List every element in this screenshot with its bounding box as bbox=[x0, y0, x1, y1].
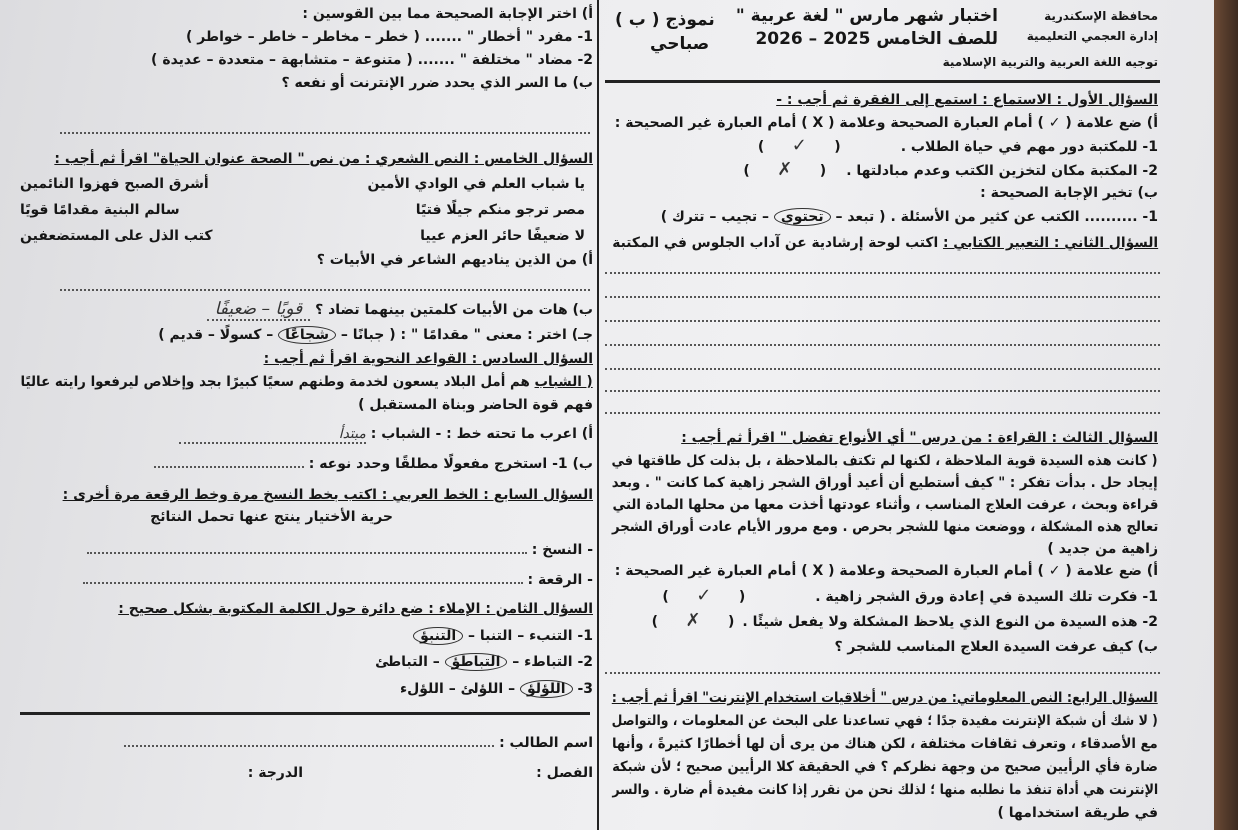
verse-second-half: سالم البنية مقدامًا قويًا bbox=[20, 202, 180, 218]
verse-first-half: لا ضعيفًا حائر العزم عييا bbox=[420, 228, 585, 244]
answer-line[interactable] bbox=[605, 390, 1160, 392]
q8-row-3: 3- اللؤلؤ – اللؤلئ – اللؤلء bbox=[399, 681, 593, 697]
q8-row-2: 2- التباطء – التباطؤ – التباطئ bbox=[375, 654, 593, 670]
check-mark: ✓ bbox=[791, 135, 807, 156]
check-mark: ✓ bbox=[696, 585, 712, 606]
answer-line[interactable] bbox=[605, 296, 1160, 298]
q6-title: السؤال السادس : القواعد النحوية اقرأ ثم أجب : bbox=[263, 351, 593, 367]
handwritten-answer: قويًا – ضعيفًا bbox=[207, 299, 311, 321]
q8-title: السؤال الثامن : الإملاء : ضع دائرة حول الكلمة المكتوبة بشكل صحيح : bbox=[118, 601, 593, 617]
answer-line[interactable] bbox=[605, 320, 1160, 322]
circled-answer: شجاعًا bbox=[278, 326, 336, 344]
q1-statement-2: 2- المكتبة مكان لتخزين الكتب وعدم مبادلتها .(✗) bbox=[743, 159, 1158, 180]
q3-statement-1: 1- فكرت تلك السيدة في إعادة ورق الشجر زاهية .(✓) bbox=[662, 585, 1158, 606]
q6-b-question: ب) 1- استخرج مفعولًا مطلقًا وحدد نوعه : bbox=[154, 454, 593, 474]
q5-a-question: أ) من الذين يناديهم الشاعر في الأبيات ؟ bbox=[316, 252, 593, 268]
answer-line[interactable] bbox=[605, 368, 1160, 370]
footer-divider bbox=[20, 712, 590, 715]
q3-b-question: ب) كيف عرفت السيدة العلاج المناسب للشجر ؟ bbox=[834, 639, 1158, 655]
answer-line[interactable] bbox=[605, 272, 1160, 274]
q4-paragraph-line: في طريقة استخدامها ) bbox=[997, 805, 1158, 821]
q4-a-instruction: أ) اختر الإجابة الصحيحة مما بين القوسين : bbox=[302, 6, 593, 22]
answer-line[interactable] bbox=[60, 289, 590, 291]
q3-paragraph-line: قراءة وبحث ، عرفت العلاج المناسب ، وأثناء عودتها أخذت معها من محلها المادة التي bbox=[612, 497, 1158, 513]
header-divider bbox=[605, 80, 1160, 83]
ruqaa-line: - الرقعة : bbox=[83, 570, 593, 590]
grade-field: الدرجة : bbox=[247, 765, 303, 781]
answer-line[interactable] bbox=[605, 672, 1160, 674]
q6-paragraph-line: ( الشباب هم أمل البلاد يسعون لخدمة وطنهم سعيًا كبيرًا بجد وإخلاص ليرفعوا رايته عاليًا bbox=[20, 374, 593, 390]
answer-line[interactable] bbox=[605, 344, 1160, 346]
verse-second-half: أشرق الصبح فهزوا النائمين bbox=[20, 176, 209, 192]
answer-line[interactable] bbox=[87, 552, 527, 554]
q4-b-question: ب) ما السر الذي يحدد ضرر الإنترنت أو نفعه ؟ bbox=[281, 75, 593, 91]
q1-statement-1: 1- للمكتبة دور مهم في حياة الطلاب .(✓) bbox=[757, 135, 1158, 156]
q4-paragraph-line: ضارة فأي الرأيين صحيح من وجهة نظركم ؟ في الحقيقة كلا الرأيين صحيح ؛ لأن شبكة bbox=[612, 759, 1158, 775]
verse-row bbox=[20, 226, 585, 246]
q4-paragraph-line: الإنترنت هي أداة تنفذ ما نطلبه منها ؛ لذلك نحن من نقرر إذا كانت مفيدة أم ضارة . والسر bbox=[612, 782, 1158, 798]
verse-first-half: مصر ترجو منكم جيلًا فتيًا bbox=[415, 202, 585, 218]
q5-c-question: جـ) اختر : معنى " مقدامًا " : ( جبانًا – شجاعًا – كسولًا – قديم ) bbox=[158, 327, 593, 343]
exam-title: اختبار شهر مارس " لغة عربية " bbox=[735, 6, 998, 26]
q3-paragraph-line: تعالج هذه المشكلة ، ووضعت منها للشجر بحرص . ومع مرور الأيام عادت أوراق الشجر bbox=[611, 519, 1158, 535]
verse-row bbox=[20, 174, 585, 194]
verse-second-half: كتب الذل على المستضعفين bbox=[20, 228, 213, 244]
q4-paragraph-line: ( لا شك أن شبكة الإنترنت مفيدة جدًا ؛ فهي تساعدنا على البحث عن المعلومات ، والتواصل bbox=[611, 713, 1158, 729]
administration: إدارة العجمي التعليمية bbox=[1026, 29, 1158, 43]
shift-label: صباحي bbox=[650, 34, 710, 54]
q3-title: السؤال الثالث : القراءة : من درس " أي الأنواع تفضل " اقرأ ثم أجب : bbox=[681, 430, 1158, 446]
q1-b1: 1- .......... الكتب عن كثير من الأسئلة . ( تبعد – تحتوي – تجيب – تترك ) bbox=[660, 209, 1158, 225]
circled-answer: التباطؤ bbox=[445, 653, 508, 671]
class-field: الفصل : bbox=[536, 765, 593, 781]
naskh-line: - النسخ : bbox=[87, 540, 593, 560]
q4-a2: 2- مضاد " مختلفة " ....... ( متنوعة – متشابهة – متعددة – عديدة ) bbox=[151, 52, 593, 68]
background-edge bbox=[1214, 0, 1238, 830]
answer-line[interactable] bbox=[83, 582, 523, 584]
q3-paragraph-line: إيجاد حل . بدأت تفكر : " كيف أستطيع أن أعيد أوراق الشجر زاهية كما كانت " . وبعد bbox=[612, 475, 1158, 491]
verse-first-half: يا شباب العلم في الوادي الأمين bbox=[367, 176, 585, 192]
grade-year: للصف الخامس 2025 – 2026 bbox=[755, 29, 998, 49]
q6-a-question: أ) اعرب ما تحته خط : - الشباب : مبتدأ bbox=[179, 424, 593, 444]
directorate: توجيه اللغة العربية والتربية الإسلامية bbox=[942, 55, 1158, 69]
q1-b-instruction: ب) تخير الإجابة الصحيحة : bbox=[980, 185, 1158, 201]
cross-mark: ✗ bbox=[685, 610, 701, 631]
q5-title: السؤال الخامس : النص الشعري : من نص " الصحة عنوان الحياة" اقرأ ثم أجب : bbox=[54, 151, 593, 167]
verse-row bbox=[20, 200, 585, 220]
q4-title: السؤال الرابع: النص المعلوماتي: من درس " أخلاقيات استخدام الإنترنت" اقرأ ثم أجب : bbox=[612, 690, 1158, 706]
calligraphy-sentence: حرية الأختيار ينتج عنها تحمل النتائج bbox=[150, 509, 393, 525]
answer-line[interactable] bbox=[605, 412, 1160, 414]
circled-answer: تحتوي bbox=[774, 208, 831, 226]
q1-title: السؤال الأول : الاستماع : استمع إلى الفقرة ثم أجب : - bbox=[776, 92, 1158, 108]
column-divider bbox=[597, 0, 599, 830]
student-name-input[interactable] bbox=[124, 745, 494, 747]
q3-paragraph-line: زاهية من جديد ) bbox=[1047, 541, 1158, 557]
q8-row-1: 1- التنبء – التنبا – التنبؤ bbox=[413, 626, 593, 646]
student-name-field: اسم الطالب : bbox=[124, 733, 593, 753]
cross-mark: ✗ bbox=[777, 159, 793, 180]
q1-a-instruction: أ) ضع علامة ( ✓ ) أمام العبارة الصحيحة وعلامة ( X ) أمام العبارة غير الصحيحة : bbox=[614, 115, 1158, 131]
answer-line[interactable] bbox=[154, 466, 304, 468]
q3-statement-2: 2- هذه السيدة من النوع الذي يلاحظ المشكلة ولا يفعل شيئًا .(✗) bbox=[651, 610, 1158, 631]
q3-a-instruction: أ) ضع علامة ( ✓ ) أمام العبارة الصحيحة وعلامة ( X ) أمام العبارة غير الصحيحة : bbox=[614, 563, 1158, 579]
q4-paragraph-line: مع الأصدقاء ، وتعرف ثقافات مختلفة ، لكن هناك من يرى أن لها أخطارًا كثيرةً ، وأنها bbox=[612, 736, 1158, 752]
q7-title: السؤال السابع : الخط العربي : اكتب بخط النسخ مرة وخط الرقعة مرة أخرى : bbox=[62, 487, 593, 503]
q6-paragraph-line: فهم قوة الحاضر وبناة المستقبل ) bbox=[358, 397, 593, 413]
answer-line[interactable] bbox=[60, 132, 590, 134]
q2-title: السؤال الثاني : التعبير الكتابي : اكتب لوحة إرشادية عن آداب الجلوس في المكتبة bbox=[612, 235, 1158, 251]
handwritten-answer: مبتدأ bbox=[179, 426, 366, 444]
circled-answer: اللؤلؤ bbox=[520, 680, 573, 698]
q4-a1: 1- مفرد " أخطار " ....... ( خطر – مخاطر – خاطر – خواطر ) bbox=[185, 29, 593, 45]
model-label: نموذج ( ب ) bbox=[615, 10, 715, 30]
circled-answer: التنبؤ bbox=[413, 627, 463, 645]
q3-paragraph-line: ( كانت هذه السيدة قوية الملاحظة ، لكنها لم تكتف بالملاحظة ، بل بذلت كل طاقتها في bbox=[612, 453, 1158, 469]
governorate: محافظة الإسكندرية bbox=[1044, 9, 1158, 23]
q5-b-question: ب) هات من الأبيات كلمتين بينهما تضاد ؟ قويًا – ضعيفًا bbox=[207, 299, 593, 320]
